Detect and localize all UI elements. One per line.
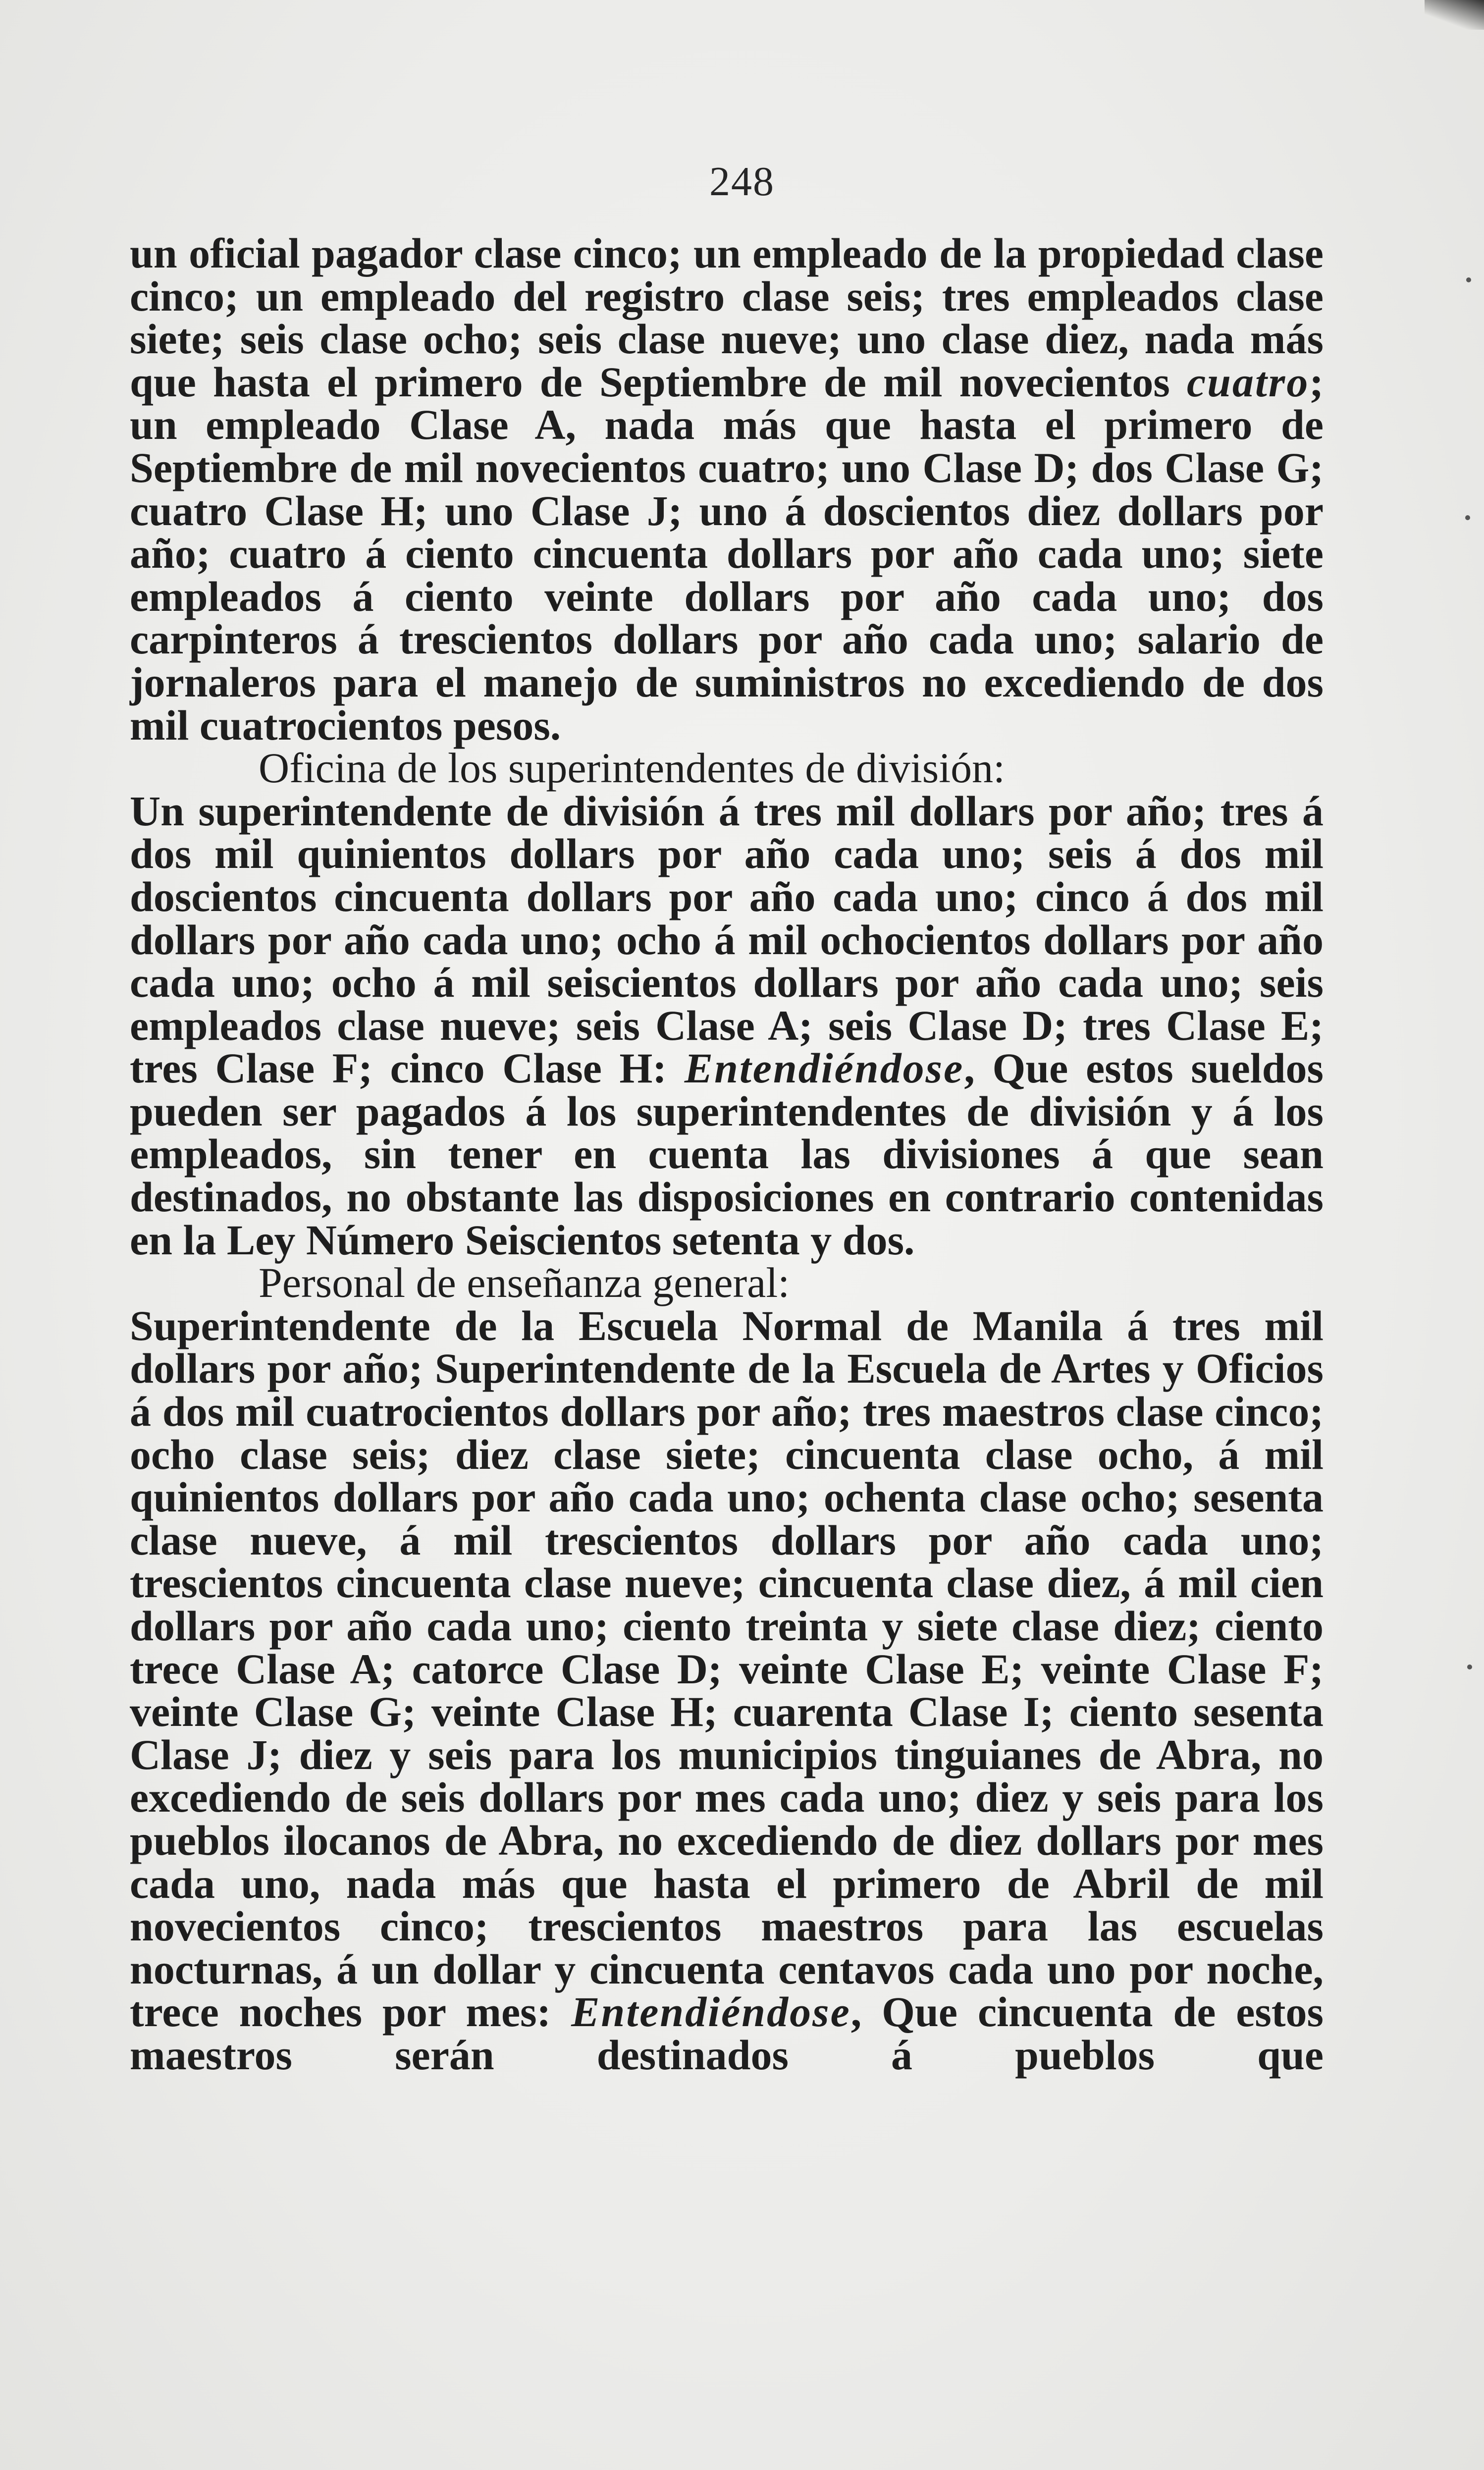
- scan-speck: [1465, 515, 1470, 520]
- text-run: ; un empleado Clase A, nada más que hasta el primero de Septiembre de mil novecientos cuatro; uno Clase D; dos Clase G; cuatro Clase H; uno Clase J; uno á doscientos diez dollars por año; cuatro á ciento cincuenta dollars por año cada uno; siete empleados á ciento veinte dollars por año cada uno; dos carpinteros á trescientos dollars por año cada uno; salario de jornaleros para el manejo de suministros no excediendo de dos mil cuatrocientos pesos.: [130, 358, 1324, 749]
- section-heading: [130, 744, 1324, 792]
- text-run: un oficial pagador clase cinco; un empleado de la propiedad clase cinco; un empleado del registro clase seis; tres empleados clase siete; seis clase ocho; seis clase nueve; uno clase diez, nada más que hasta el primero de Septiembre de mil novecientos: [130, 229, 1324, 406]
- paragraph: [130, 1301, 1324, 2079]
- section-heading: [130, 1259, 1324, 1307]
- text-run: Superintendente de la Escuela Normal de Manila á tres mil dollars por año; Superintendente de la Escuela de Artes y Oficios á dos mil cuatrocientos dollars por año; tres maestros clase cinco; ocho clase seis; diez clase siete; cincuenta clase ocho, á mil quinientos dollars por año cada uno; ochenta clase ocho; sesenta clase nueve, á mil trescientos dollars por año cada uno; trescientos cincuenta clase nueve; cincuenta clase diez, á mil cien dollars por año cada uno; ciento treinta y siete clase diez; ciento trece Clase A; catorce Clase D; veinte Clase E; veinte Clase F; veinte Clase G; veinte Clase H; cuarenta Clase I; ciento sesenta Clase J; diez y seis para los municipios tinguianes de Abra, no excediendo de seis dollars por mes cada uno; diez y seis para los pueblos ilocanos de Abra, no excediendo de diez dollars por mes cada uno, nada más que hasta el primero de Abril de mil novecientos cinco; trescientos maestros para las escuelas nocturnas, á un dollar y cincuenta centavos cada uno por noche, trece noches por mes:: [130, 1301, 1324, 2036]
- italic-term: cuatro: [1186, 358, 1310, 406]
- text-run: Personal de enseñanza general:: [259, 1259, 790, 1307]
- scan-speck: [1466, 277, 1471, 282]
- text-run: Oficina de los superintendentes de división:: [259, 744, 1006, 792]
- page-number: 248: [709, 159, 775, 205]
- scan-speck: [1467, 1665, 1472, 1669]
- italic-term: Entendiéndose: [684, 1044, 964, 1092]
- text-run: Un superintendente de división á tres mil dollars por año; tres á dos mil quinientos dollars por año cada uno; seis á dos mil doscientos cincuenta dollars por año cada uno; cinco á dos mil dollars por año cada uno; ocho á mil ochocientos dollars por año cada uno; ocho á mil seiscientos dollars por año cada uno; seis empleados clase nueve; seis Clase A; seis Clase D; tres Clase E; tres Clase F; cinco Clase H:: [130, 787, 1324, 1092]
- scan-corner-shadow: [1425, 0, 1484, 30]
- text-run: , Que cincuenta de estos maestros serán destinados á pueblos que: [130, 1988, 1324, 2079]
- italic-term: Entendiéndose: [571, 1988, 851, 2036]
- paragraph: [130, 229, 1324, 749]
- text-run: , Que estos sueldos pueden ser pagados á los superintendentes de división y á los empleados, sin tener en cuenta las divisiones á que sean destinados, no obstante las disposiciones en contrario contenidas en la Ley Número Seiscientos setenta y dos.: [130, 1044, 1324, 1264]
- body-text: [130, 229, 1324, 2079]
- paragraph: [130, 787, 1324, 1264]
